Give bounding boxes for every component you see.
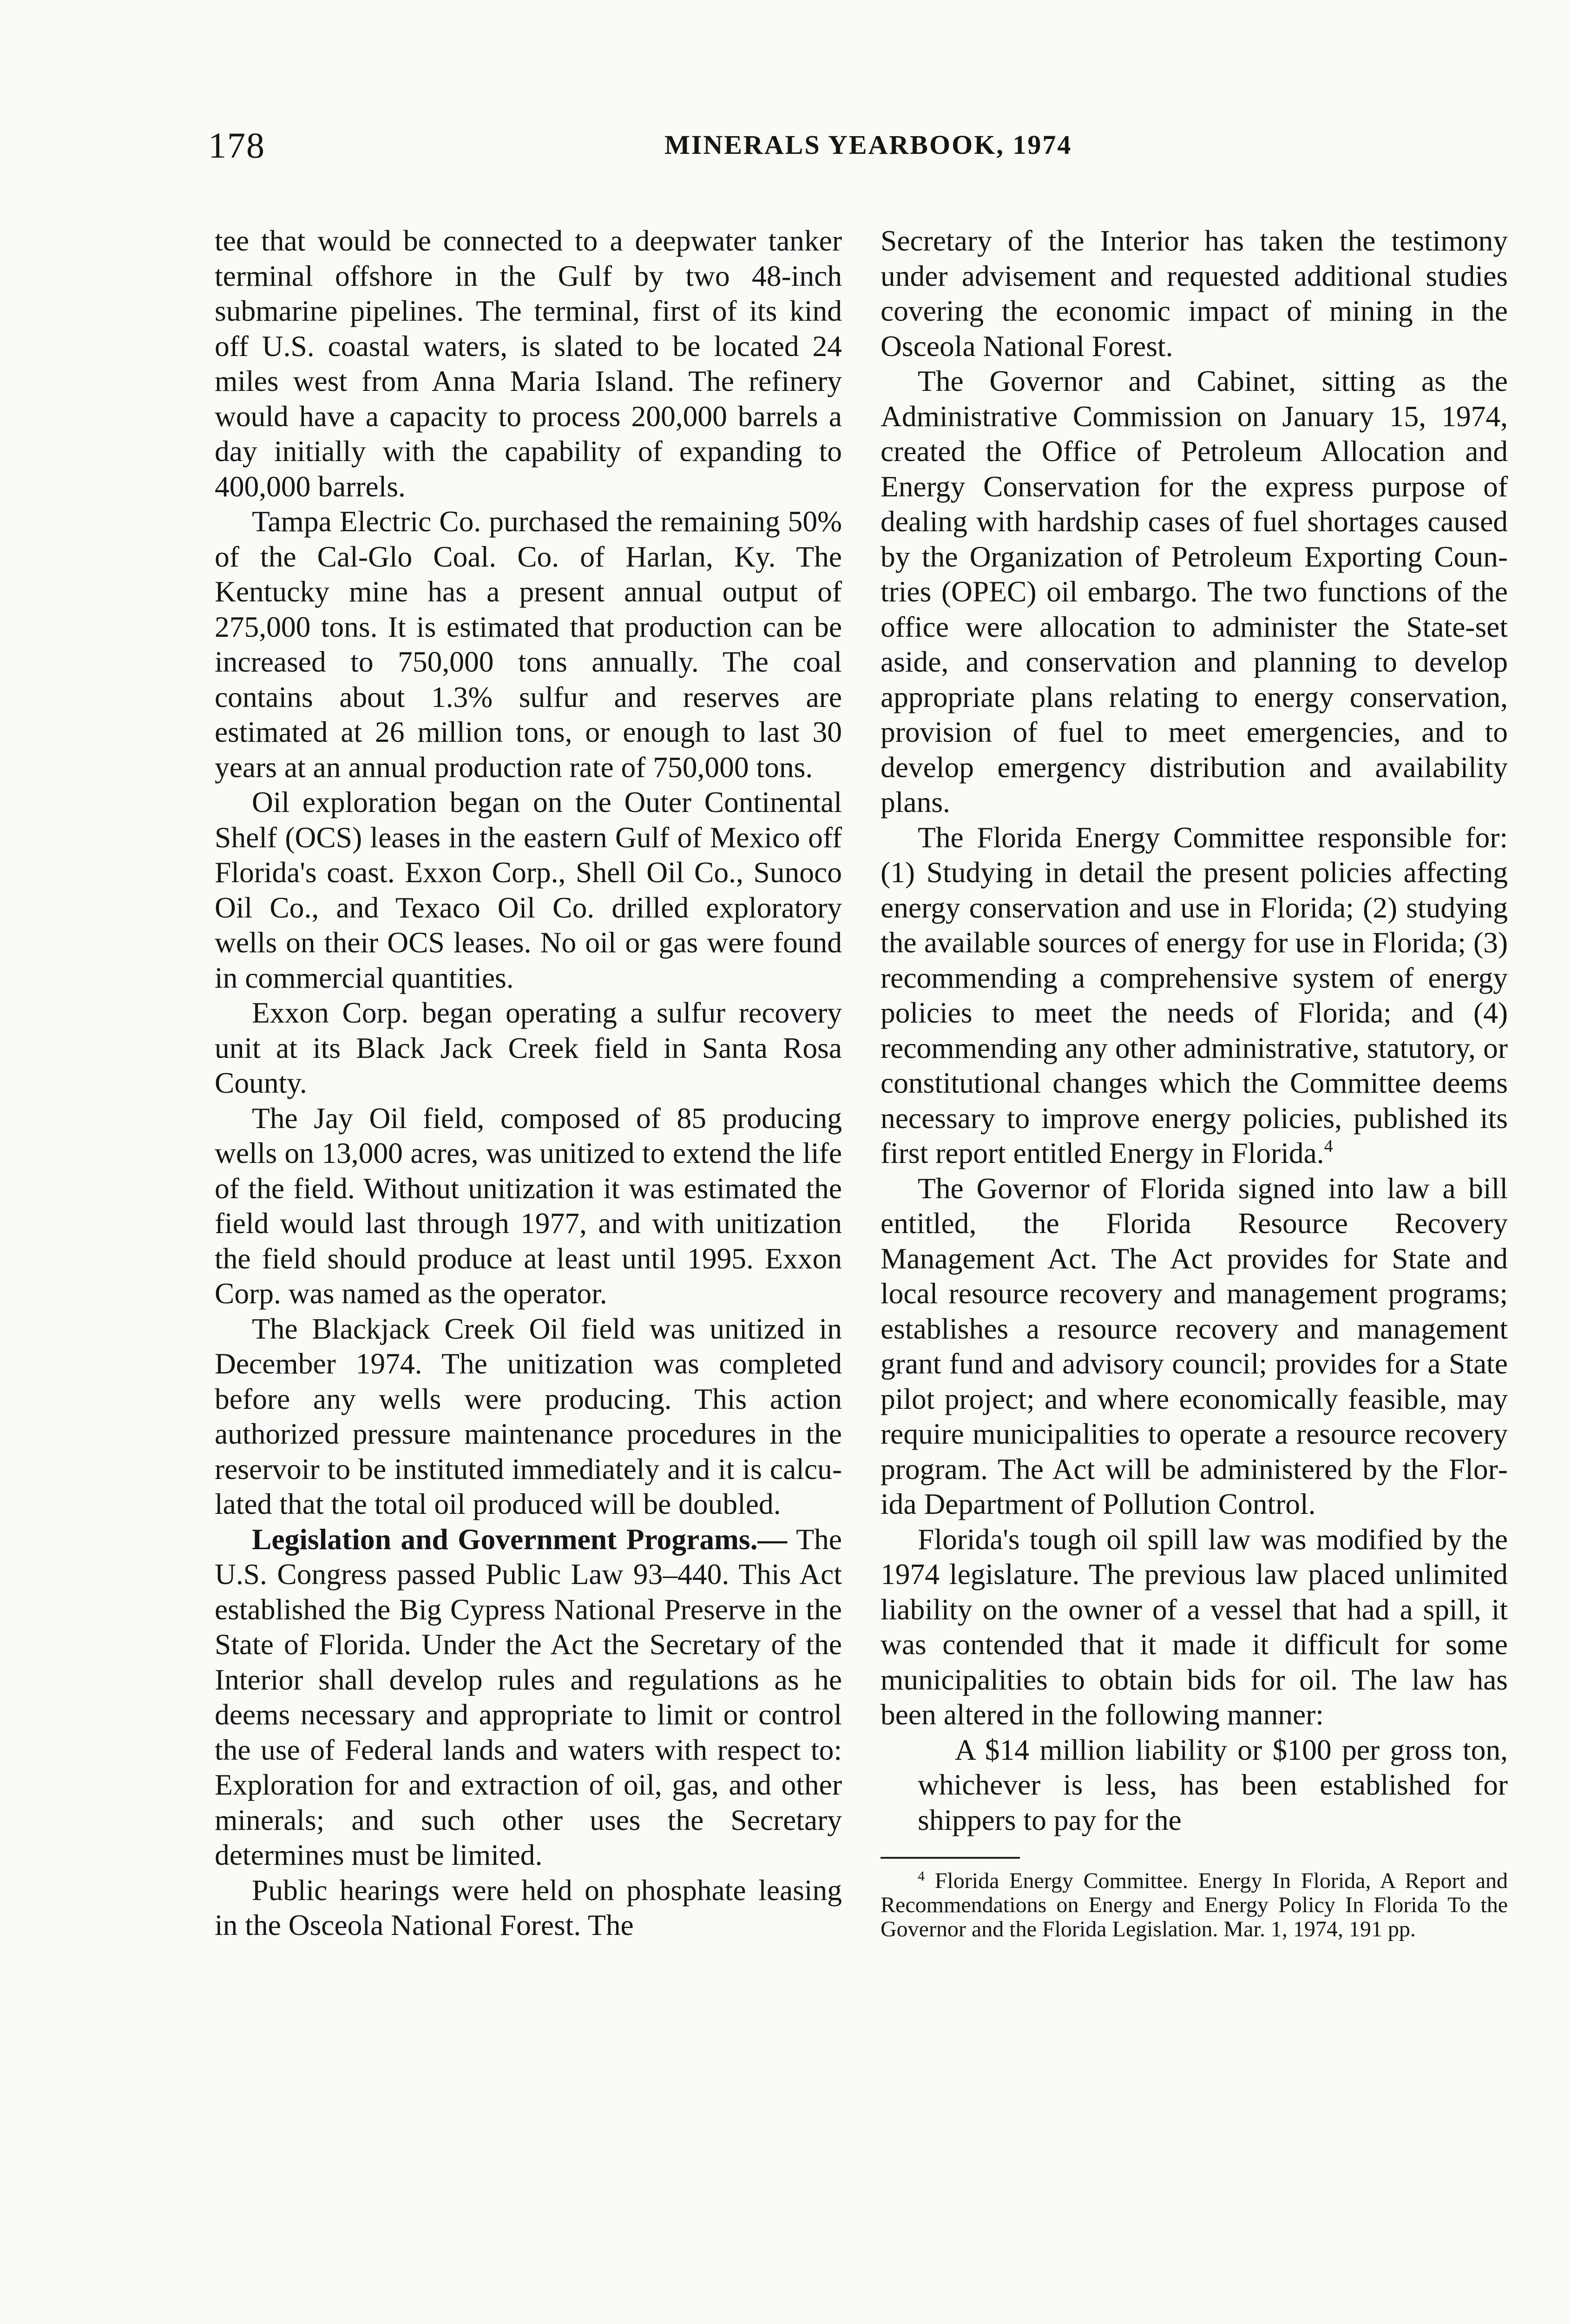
section-heading: Legislation and Government Programs.— xyxy=(252,1522,787,1556)
right-column xyxy=(881,223,1508,1941)
footnote-text: Florida Energy Committee. Energy In Florida, A Report and Recommendations on Energy and Energy Policy In Florida To the Governor and the Florida Legislation. Mar. 1, 1974, 191 pp. xyxy=(881,1868,1508,1941)
footnote-reference: 4 xyxy=(1324,1136,1333,1156)
footnote xyxy=(881,1869,1508,1941)
paragraph: Tampa Electric Co. purchased the remaining 50% of the Cal-Glo Coal. Co. of Harlan, Ky. The Kentucky mine has a present annual output of 275,000 tons. It is estimated that production can be increased to 750,000 tons annually. The coal contains about 1.3% sulfur and reserves are estimated at 26 million tons, or enough to last 30 years at an annual production rate of 750,000 tons. xyxy=(215,505,842,784)
section-paragraph xyxy=(215,1522,842,1873)
paragraph-text: The U.S. Congress passed Public Law 93–440. This Act established the Big Cypress National Preserve in the State of Florida. Under the Act the Secretary of the Interior shall develop rules and regulations as he deems necessary and appropriate to limit or control the use of Federal lands and waters with respect to: Exploration for and extraction of oil, gas, and other minerals; and such other uses the Secretary determines must be limited. xyxy=(215,1522,842,1871)
page-header xyxy=(208,125,1514,171)
paragraph: The Blackjack Creek Oil field was unitized in December 1974. The unitization was completed before any wells were producing. This action authorized pressure maintenance procedures in the reservoir to be instituted immediately and it is calculated that the total oil produced will be doubled. xyxy=(215,1312,842,1520)
paragraph: tee that would be connected to a deepwater tanker terminal offshore in the Gulf by two 48-inch submarine pipelines. The terminal, first of its kind off U.S. coastal waters, is slated to be located 24 miles west from Anna Maria Island. The refinery would have a capacity to process 200,000 barrels a day initially with the capability of expanding to 400,000 barrels. xyxy=(215,224,842,503)
paragraph xyxy=(881,820,1508,1171)
left-column xyxy=(215,223,842,1943)
paragraph: Florida's tough oil spill law was modified by the 1974 legislature. The previous law placed unlimited liability on the owner of a vessel that had a spill, it was contended that it made it difficult for some municipalities to obtain bids for oil. The law has been altered in the following manner: xyxy=(881,1522,1508,1731)
block-quote: A $14 million liability or $100 per gross ton, whichever is less, has been established for shippers to pay for the xyxy=(918,1733,1508,1836)
paragraph: Oil exploration began on the Outer Continental Shelf (OCS) leases in the eastern Gulf of Mexico off Florida's coast. Exxon Corp., Shell Oil Co., Sunoco Oil Co., and Texaco Oil Co. drilled exploratory wells on their OCS leases. No oil or gas were found in commercial quantities. xyxy=(215,786,842,994)
paragraph: Exxon Corp. began operating a sulfur recovery unit at its Black Jack Creek field in Santa Rosa County. xyxy=(215,996,842,1099)
paragraph: The Governor of Florida signed into law a bill entitled, the Florida Resource Recovery Management Act. The Act provides for State and local resource recovery and management programs; establishes a resource recovery and management grant fund and advisory council; provides for a State pilot project; and where economically feasible, may require municipalities to operate a resource recovery program. The Act will be administered by the Florida Department of Pollution Control. xyxy=(881,1171,1508,1520)
paragraph: The Governor and Cabinet, sitting as the Administrative Commission on January 15, 1974, created the Office of Petroleum Allocation and Energy Conservation for the express purpose of dealing with hardship cases of fuel shortages caused by the Organization of Petroleum Exporting Countries (OPEC) oil embargo. The two functions of the office were allocation to administer the State-set aside, and conservation and planning to develop appropriate plans relating to energy conservation, provision of fuel to meet emergencies, and to develop emergency distribution and availability plans. xyxy=(881,364,1508,819)
paragraph-text: The Florida Energy Committee responsible for: (1) Studying in detail the present policies affecting energy conservation and use in Florida; (2) studying the available sources of energy for use in Florida; (3) recommending a comprehensive system of energy policies to meet the needs of Florida; and (4) recommending any other administrative, statutory, or constitutional changes which the Committee deems necessary to improve energy policies, published its first report entitled Energy in Florida. xyxy=(881,820,1508,1169)
paragraph: Secretary of the Interior has taken the testimony under advisement and requested additional studies covering the economic impact of mining in the Osceola National Forest. xyxy=(881,224,1508,363)
page-number: 178 xyxy=(208,125,265,165)
running-title: MINERALS YEARBOOK, 1974 xyxy=(664,130,1072,160)
paragraph: The Jay Oil field, composed of 85 producing wells on 13,000 acres, was unitized to extend the life of the field. Without unitization it was estimated the field would last through 1977, and with unitization the field should produce at least until 1995. Exxon Corp. was named as the operator. xyxy=(215,1101,842,1310)
footnote-marker: 4 xyxy=(918,1868,925,1884)
footnote-divider xyxy=(881,1857,1020,1859)
paragraph: Public hearings were held on phosphate leasing in the Osceola National Forest. The xyxy=(215,1873,842,1941)
